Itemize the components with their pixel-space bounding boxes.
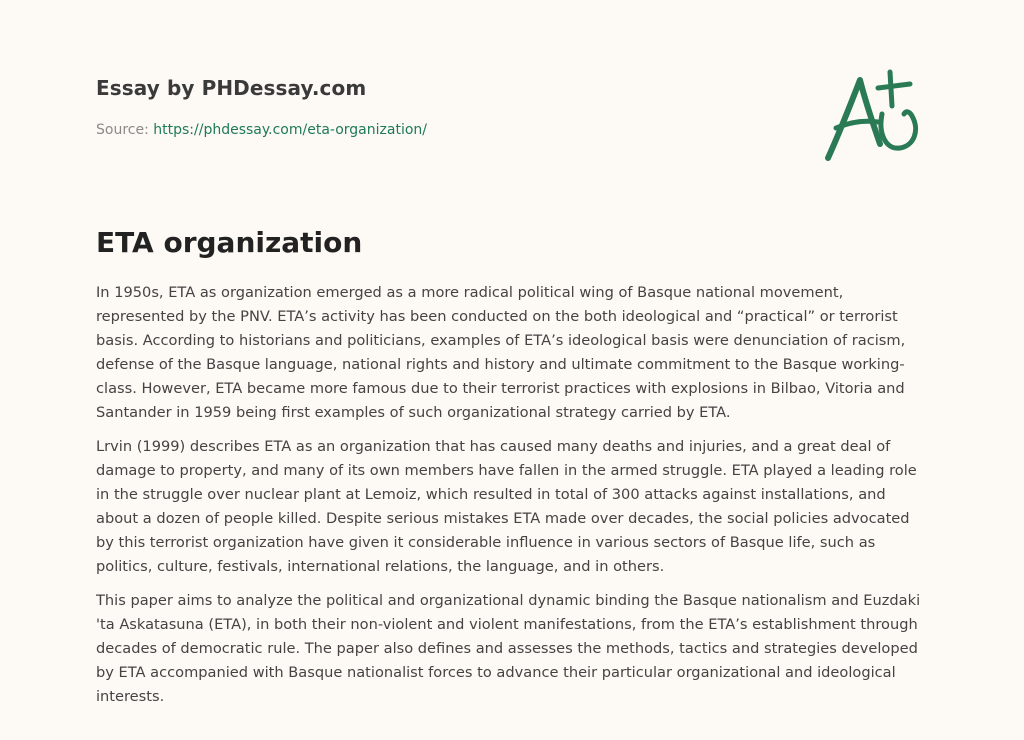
brand-title: Essay by PHDessay.com [96, 76, 367, 100]
article [96, 226, 931, 719]
a-plus-logo-icon [820, 66, 930, 166]
article-paragraph-2: Lrvin (1999) describes ETA as an organization that has caused many deaths and injuries, and a great deal of damage to property, and many of its own members have fallen in the armed struggle. ETA played a leading role in the struggle over nuclear plant at Lemoiz, which resulted in total of 300 attacks against installations, and about a dozen of people killed. Despite serious mistakes ETA made over decades, the social policies advocated by this terrorist organization have given it considerable influence in various sectors of Basque life, such as politics, culture, festivals, international relations, the language, and in others. [96, 438, 917, 575]
article-paragraph-3: This paper aims to analyze the political and organizational dynamic binding the Basque nationalism and Euzdaki 'ta Askatasuna (ETA), in both their non-violent and violent manifestations, from the ETA’s establishment through decades of democratic rule. The paper also defines and assesses the methods, tactics and strategies developed by ETA accompanied with Basque nationalist forces to advance their particular organizational and ideological interests. [96, 592, 921, 705]
article-paragraph-1: In 1950s, ETA as organization emerged as a more radical political wing of Basque national movement, represented by the PNV. ETA’s activity has been conducted on the both ideological and “practical” or terrorist basis. According to historians and politicians, examples of ETA’s ideological basis were denunciation of racism, defense of the Basque language, national rights and history and ultimate commitment to the Basque working-class. However, ETA became more famous due to their terrorist practices with explosions in Bilbao, Vitoria and Santander in 1959 being first examples of such organizational strategy carried by ETA. [96, 284, 906, 421]
source-label: Source: [96, 122, 149, 138]
article-title: ETA organization [96, 226, 363, 259]
source-line [96, 122, 796, 138]
site-header [96, 76, 796, 138]
source-link[interactable]: https://phdessay.com/eta-organization/ [153, 122, 427, 138]
